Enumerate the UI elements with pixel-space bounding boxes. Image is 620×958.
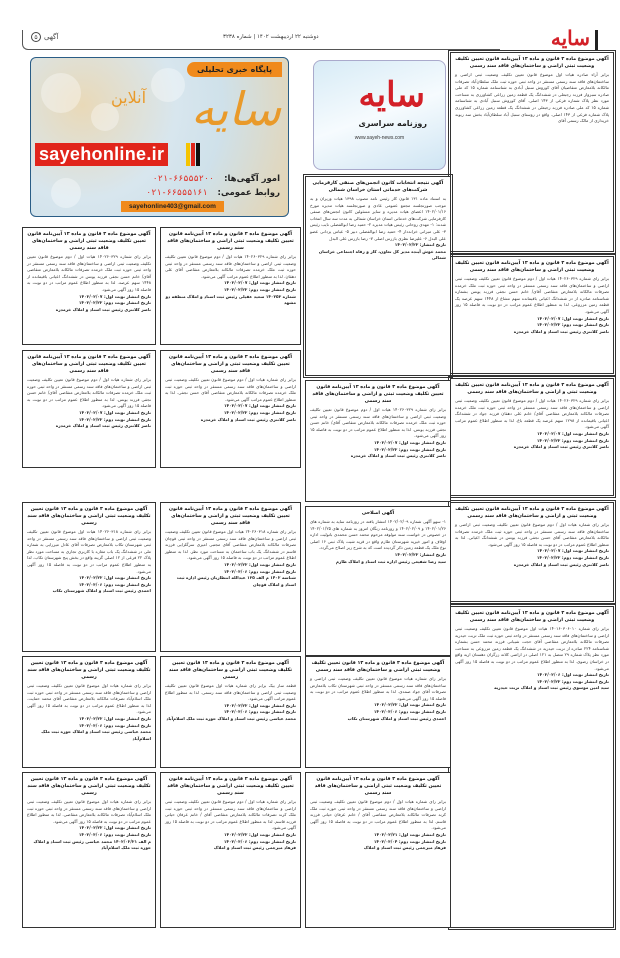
notice-publish-date: تاریخ انتشار نوبت اول: ۱۴۰۲/۰۲/۰۷	[536, 315, 609, 321]
notice-publish-date: تاریخ انتشار نوبت اول: ۱۴۰۲/۰۲/۰۶	[536, 672, 609, 678]
notice-signature: محمد خوش آینده مدیر کل تعاون، کار و رفاه اجتماعی خراسان شمالی	[318, 248, 446, 261]
contact-label: روابط عمومی:	[217, 188, 280, 198]
notice-publish-date: تاریخ انتشار نوبت دوم: ۱۴۰۲/۰۳/۰۶	[78, 581, 151, 587]
notice-publish-date: تاریخ انتشار نوبت اول: ۱۴۰۲/۰۲/۲۲	[223, 561, 296, 567]
notice-left-a-1	[22, 227, 156, 345]
notice-title: آگهی موضوع ماده ۳ قانون و ماده ۱۳ قانون تعیین تکلیف وضعیت ثبتی اراضی و ساختمان‌های فاقد سند رسمی	[27, 777, 151, 796]
notice-row4-3	[305, 656, 451, 768]
notice-right-col-3	[450, 378, 614, 496]
contact-email[interactable]: sayehonline403@gmail.com	[121, 201, 224, 212]
notice-body: برابر آراء صادره هیات اول موضوع قانون تعیین تکلیف وضعیت ثبتی اراضی و ساختمان‌های فاقد سند رسمی مستقر در واحد ثبتی حوزه ثبت ملک سلطان‌آباد تصرفات مالکانه بلامعارض متقاضیان آقای کوروش سنبل آبادی به شناسنامه شماره ۱۵ کد ملی صادره سبزوار فرزند رجبعلی در ششدانگ یک قطعه زمین زراعی کشاورزی به مساحت مورد نظر پلاک شماره فرعی از ۱۴۳ اصلی. آقای کوروش سنبل آبادی به شناسنامه شماره ۱۵ کد ملی صادره فرزند رجبعلی در ششدانگ یک قطعه زمین زراعی کشاورزی پلاک شماره فرعی از ۱۴۳ اصلی. واقع در روستای سنبل آباد سلطان‌آباد بخش سه ریوند خریداری از مالک رسمی آقای	[455, 72, 609, 124]
notice-signature: محمد عباسی رئیس ثبت اسناد و املاک حوزه ثبت ملک اسلام‌آباد	[166, 715, 296, 721]
section-label	[31, 32, 58, 42]
notice-body: برابر رای شماره ۱۴۰۲۶۰۳۲۹ هیات اول / دوم موضوع قانون تعیین تکلیف وضعیت ثبتی اراضی و ساختمان‌های فاقد سند رسمی مستقر در واحد ثبتی حوزه ثبت ملک خرمده تصرفات مالکانه بلامعارض متقاضی آقای/ خانم حسن نجفی فرزند یونس بشماره شناسنامه صادره از در ششدانگ اعیانی باقیمانده سهم مشاع از ۱۴۴۸ سهم عرصه یک قطعه زمین مزروعی. لذا به منظور اطلاع عموم مراتب در دو نوبت به فاصله ۱۵ روز آگهی می‌شود.	[455, 276, 609, 314]
notice-signature: ناصر کلانتری رئیس ثبت اسناد و املاک خرمدره	[513, 328, 609, 334]
notice-publish-date: تاریخ انتشار نوبت اول: ۱۴۰۲/۰۲/۲۲	[223, 831, 296, 837]
notice-signature: م الف ۱۴۰۲/۰۲/۲۱ محمد عباسی رئیس ثبت اسناد و املاک حوزه ثبت ملک اسلام‌آباد	[33, 838, 151, 851]
notice-row4-1	[22, 656, 156, 768]
notice-publish-date: تاریخ انتشار نوبت دوم: ۱۴۰۲/۰۲/۲۲	[223, 409, 296, 415]
contact-phone[interactable]: ۰۲۱-۶۶۵۵۵۲۰۰	[152, 174, 215, 184]
notice-publish-date: تاریخ انتشار نوبت اول: ۱۴۰۲/۰۲/۰۷	[373, 439, 446, 445]
notice-signature: ناصر کلانتری رئیس ثبت اسناد و املاک خرمدره	[513, 561, 609, 567]
notice-title: آگهی موضوع ماده ۳ قانون و ماده ۱۳ قانون تعیین تکلیف وضعیت ثبتی اراضی و ساختمان‌های فاقد سند رسمی	[168, 661, 293, 680]
notice-publish-date: تاریخ انتشار نوبت اول: ۱۴۰۲/۰۲/۲۲	[78, 825, 151, 831]
saye-newspaper-logo-box	[313, 60, 446, 170]
notice-body: برابر رای شماره ۱۴۰۲۶۰۳۲۹ هیات اول / دوم موضوع قانون تعیین تکلیف وضعیت ثبتی اراضی و ساختمان‌های فاقد سند رسمی مستقر در واحد ثبتی حوزه ثبت ملک خرمده تصرفات مالکانه بلامعارض متقاضی آقای علی دهقان. لذا به منظور اطلاع عموم مراتب آگهی می‌شود.	[165, 254, 296, 279]
notice-body: قطعه ساز بیک برابر رای شماره هیات اول موضوع قانون تعیین تکلیف وضعیت ثبتی اراضی و ساختمان‌های فاقد سند رسمی. لذا به منظور اطلاع عموم مراتب آگهی می‌شود.	[165, 683, 296, 702]
notice-title: آگهی موضوع ماده ۳ قانون و ماده ۱۳ آیین‌نامه قانون تعیین تکلیف وضعیت ثبتی و اراضی و ساختمان‌های فاقد سند رسمی	[455, 383, 609, 395]
notice-title: آگهی موضوع ماده ۳ قانون و ماده ۱۳ آیین‌نامه قانون تعیین تکلیف وضعیت ثبتی اراضی و ساختمان‌های فاقد سند رسمی	[27, 355, 151, 374]
notice-body: برابر رای شماره هیات اول / دوم موضوع قانون تعیین تکلیف وضعیت ثبتی اراضی و ساختمان‌های فاقد سند رسمی مستقر در واحد ثبتی حوزه ثبت ملک خرمده تصرفات مالکانه بلامعارض متقاضی آقای/ خانم حسن نجفی فرزند یونس. لذا به منظور اطلاع عموم مراتب در دو نوبت به فاصله ۱۵ روز آگهی می‌شود.	[27, 377, 151, 409]
notice-row3-2	[160, 502, 301, 652]
notice-publish-date: تاریخ انتشار نوبت دوم: ۱۴۰۲/۰۳/۰۶	[373, 708, 446, 714]
notice-signature: سید رضا شفیعی رئیس اداره ثبت اسناد و املاک طارم	[335, 558, 446, 564]
notice-body: ۱- سهو آگهی شماره ۱۴۰۲/۰۲/۰۹ انتشار یافته در روزنامه سایه به شماره های ۱۴۰۲/۰۱/۲۶ و ۱۴۰۲/۰۲/۰۹ و روزنامه زنگان امروز به شماره های ۱۴۰۲/۰۱/۲۵ در خصوص در خواست سند مولوفه مرحوم محمد حسن محمدی باتولیت اداره اوقاف و امور خیریه شهرستان طارم واقع در قریه شیت پلاک ثبتی ۱۶ اصلی نوع ملک یک قطعه زمین ذکر گردیده است که به شرح زیر اصلاح می‌گردد.	[310, 519, 446, 551]
notice-publish-date: تاریخ انتشار نوبت دوم: ۱۴۰۲/۰۲/۲۲	[78, 300, 151, 306]
notice-mid-correction	[305, 506, 451, 656]
notice-body: برابر رای شماره هیات موضوع قانون تعیین تکلیف وضعیت ثبتی اراضی و ساختمان‌های فاقد سند رسمی مستقر در واحد ثبتی شهرستان تکاب بلامعارض تصرفات آقای جواد صمدی. لذا به منظور اطلاع عموم مراتب در دو نوبت به فاصله ۱۵ روز آگهی می‌شود.	[310, 676, 446, 701]
notice-publish-date: تاریخ انتشار نوبت اول: ۱۴۰۲/۰۲/۲۱	[373, 831, 446, 837]
notice-title: آگهی موضوع ماده ۳ قانون و ماده ۱۳ آیین‌نامه قانون تعیین تکلیف وضعیت ثبتی اراضی و ساختمان‌های فاقد سند رسمی	[27, 232, 151, 251]
notice-right-col-5	[450, 606, 614, 928]
notice-publish-date: تاریخ انتشار نوبت دوم: ۱۴۰۲/۰۳/۰۶	[223, 568, 296, 574]
notice-signature: ناصر کلانتری رئیس ثبت اسناد و املاک خرمدره	[55, 306, 151, 312]
contact-row-pr	[146, 186, 280, 200]
notice-publish-date: تاریخ انتشار نوبت اول: ۱۴۰۲/۰۲/۰۷	[78, 409, 151, 415]
notice-publish-date: تاریخ انتشار نوبت اول: ۱۴۰۲/۰۲/۲۲	[373, 702, 446, 708]
masthead-logo-text: سایه	[550, 26, 590, 50]
notice-publish-date: تاریخ انتشار نوبت اول: ۱۴۰۲/۰۲/۲۲	[223, 702, 296, 708]
notice-left-a-2	[22, 350, 156, 468]
notice-publish-date: تاریخ انتشار: ۱۴۰۲/۰۲/۲۲	[394, 242, 446, 248]
notice-publish-date: تاریخ انتشار نوبت اول: ۱۴۰۲/۰۲/۰۷	[223, 403, 296, 409]
flag-stripes	[186, 143, 201, 166]
notice-body: برابر رای شماره ۱۴۰۱۶۰۳۰۶۰۱۰ هیات اول موضوع قانون تعیین تکلیف وضعیت ثبتی اراضی و ساختمان‌های فاقد سند رسمی مستقر در واحد ثبتی حوزه ثبت ملک تربت حیدریه تصرفات مالکانه بلامعارض متقاضی آقای حجت شیبانی فرزند محمد حسن بشماره شناسنامه ۲۲۴ صادره از تربت حیدریه در ششدانگ یک قطعه زمین مزروعی به مساحت مورد نظر پلاک شماره ۲۹ متصل به ۱۲۱ اصلی در اراضی کلاته زرگران دهستان اریه واقع در خراسان رضوی. لذا به منظور اطلاع عموم مراتب در دو نوبت به فاصله ۱۵ روز آگهی می‌شود.	[455, 626, 609, 671]
site-url[interactable]: sayehonline.ir	[35, 143, 168, 166]
flag-stripe	[186, 143, 190, 166]
contact-phone[interactable]: ۰۲۱-۶۶۵۵۵۱۶۱	[146, 188, 208, 198]
page-header	[22, 30, 500, 50]
bokeh-decoration	[51, 178, 81, 208]
notice-row5-2	[160, 772, 301, 928]
contact-info	[146, 172, 280, 200]
notice-title: آگهی موضوع ماده ۳ قانون و ماده ۱۳ آیین‌نامه قانون تعیین تکلیف وضعیت ثبتی و اراضی و ساختمان‌های فاقد سند رسمی	[455, 507, 609, 519]
notice-body: برابر رای شماره هیات اول / دوم موضوع قانون تعیین تکلیف وضعیت ثبتی اراضی و ساختمان‌های فاقد سند رسمی مستقر در واحد ثبتی حوزه ثبت ملک خرمده تصرفات مالکانه بلامعارض متقاضی آقای حسن نجفی. لذا به منظور اطلاع عموم مراتب آگهی می‌شود.	[165, 377, 296, 402]
saye-logo-text: سایه	[358, 75, 425, 115]
notice-signature: فرهاد میرجمی رئیس ثبت اسناد و املاک	[363, 845, 446, 851]
masthead-logo	[488, 28, 598, 52]
notice-mid-col-2	[305, 380, 451, 502]
notice-right-col-2	[450, 256, 614, 374]
notice-body: برابر رای شماره ۱۴۰۲۶۰۳۲۹ هیات اول / دوم موضوع قانون تعیین تکلیف وضعیت ثبتی اراضی و ساختمان‌های فاقد سند رسمی مستقر در واحد ثبتی حوزه ثبت ملک خرمده تصرفات مالکانه بلامعارض متقاضی آقای/ خانم حسن نجفی فرزند یونس در ششدانگ اعیانی باقیمانده از ۱۴۴۸ سهم عرصه. لذا به منظور اطلاع عموم مراتب در دو نوبت به فاصله ۱۵ روز آگهی می‌شود.	[27, 254, 151, 292]
notice-signature: فرهاد میرجمی رئیس ثبت اسناد و املاک	[213, 845, 296, 851]
notice-title: آگهی موضوع ماده ۳ قانون و ماده ۱۳ آیین‌نامه قانون تعیین تکلیف وضعیت ثبتی اراضی و ساختمان‌های فاقد سند رسمی	[455, 57, 609, 69]
notice-body: به استناد ماده ۱۳۱ قانون کار رئیس نامه مصوب ۱۳۹۸ هیات وزیران و به موجب صورتجلسه مجمع عمومی عادی و صورتجلسه هیات مدیره مورخ ۱۴۰۲/۰۱/۱۶ اعضای هیات مدیره و سایر مسئولین کانون انجمن‌های صنفی کارفرمایی شرکت‌های خدماتی استان خراسان شمالی به مدت سه سال انتخاب شدند: ۱- مهدی روحانی رئیس هیات مدیره ۲- حمید رضا ابوالفضلی نایب رئیس ۳- علی میرانی خزانه‌دار ۴- حمید رضا ابوالفضلی دبیر ۵- عباس یزدانی عضو علی البدل ۶- علیرضا نظری بازرس اصلی ۷- رضا بازرس علی البدل	[310, 196, 447, 241]
notice-title: آگهی موضوع ماده ۳ قانون و ماده ۱۳ آیین‌نامه قانون تعیین تکلیف وضعیت ثبتی اراضی و ساختمان‌های فاقد سند رسمی	[167, 232, 294, 251]
notice-body: برابر رای شماره هیات اول موضوع قانون تعیین تکلیف وضعیت ثبتی اراضی و ساختمان‌های فاقد سند رسمی مستقر در واحد ثبتی حوزه ثبت ملک اسلام‌آباد تصرفات مالکانه بلامعارض متقاضی آقای محمد حمایت. لذا به منظور اطلاع عموم مراتب در دو نوبت به فاصله ۱۵ روز آگهی می‌شود.	[27, 683, 151, 715]
notice-row5-3	[305, 772, 451, 928]
notice-publish-date: تاریخ انتشار نوبت دوم: ۱۴۰۲/۰۳/۰۴	[373, 838, 446, 844]
notice-publish-date: تاریخ انتشار نوبت اول: ۱۴۰۲/۰۲/۰۷	[223, 280, 296, 286]
contact-row-ads	[146, 172, 280, 186]
notice-body: برابر رای شماره ۱۴۰۲۶۰۳۲۹ هیات اول / دوم موضوع قانون تعیین تکلیف وضعیت ثبتی اراضی و ساختمان‌های فاقد سند رسمی مستقر در واحد ثبتی حوزه ثبت ملک خرمده تصرفات مالکانه بلامعارض متقاضی آقای/ خانم علی دهقان فرزند جواد در ششدانگ اعیانی باقیمانده از ۱۲۹۸ سهم عرصه یک قطعه باغ. لذا به منظور اطلاع عموم مراتب آگهی می‌شود.	[455, 398, 610, 430]
saye-subtitle: روزنامه سراسری	[358, 119, 427, 128]
notice-row3-1	[22, 502, 156, 652]
notice-publish-date: تاریخ انتشار نوبت دوم: ۱۴۰۲/۰۳/۰۶	[78, 831, 151, 837]
notice-body: برابر رای شماره ۱۴۰۲۶۰۳۱۸ هیات اول موضوع قانون تعیین تکلیف وضعیت ثبتی اراضی و ساختمان‌های فاقد سند رسمی مستقر در واحد ثبتی قوچان تصرفات مالکانه بلامعارض متقاضی آقای مجتبی امیری سرگلزایی فرزند قاسم در ششدانگ یک باب ساختمان به مساحت مورد نظر. لذا به منظور اطلاع عموم مراتب در دو نوبت به فاصله ۱۵ روز آگهی می‌شود.	[165, 529, 296, 561]
notice-signature: ناصر کلانتری رئیس ثبت اسناد و املاک خرمدره	[513, 444, 609, 450]
page-number: ۵	[31, 32, 41, 42]
notice-body: برابر رای شماره ۱۴۰۲۶۰۳۲۹ هیات اول / دوم موضوع قانون تعیین تکلیف وضعیت ثبتی اراضی و ساختمان‌های فاقد سند رسمی مستقر در واحد ثبتی حوزه ثبت ملک خرمده تصرفات مالکانه بلامعارض متقاضی آقای/ خانم حسن نجفی فرزند یونس. لذا به منظور اطلاع عموم مراتب در دو نوبت به فاصله ۱۵ روز آگهی می‌شود.	[310, 407, 446, 439]
notice-mid-elections	[305, 176, 451, 376]
notice-body: برابر رای شماره هیات اول موضوع قانون تعیین تکلیف وضعیت ثبتی اراضی و ساختمان‌های فاقد سند رسمی مستقر در واحد ثبتی حوزه ثبت ملک اسلام‌آباد تصرفات مالکانه بلامعارض متقاضی. لذا به منظور اطلاع عموم مراتب در دو نوبت به فاصله ۱۵ روز آگهی می‌شود.	[27, 799, 151, 824]
notice-signature: ناصر کلانتری رئیس ثبت اسناد و املاک خرمدره	[55, 423, 151, 429]
banner-tag: پایگاه خبری تحلیلی	[187, 62, 282, 77]
notice-publish-date: تاریخ انتشار نوبت دوم: ۱۴۰۲/۰۳/۰۶	[78, 722, 151, 728]
masthead-bar	[595, 30, 598, 50]
notice-title: آگهی موضوع ماده ۳ قانون و ماده ۱۳ قانون تعیین تکلیف وضعیت ثبتی اراضی و ساختمان‌های فاقد سند رسمی	[27, 507, 151, 526]
notice-left-b-1	[160, 227, 301, 345]
dateline: دوشنبه ۲۲ اردیبهشت ۱۴۰۲ | شماره ۳۲۳۸	[223, 34, 319, 40]
banner-logo	[111, 78, 281, 148]
notice-title: آگهی موضوع ماده ۳ قانون و ماده ۱۳ آیین‌نامه قانون تعیین تکلیف وضعیت ثبتی اراضی و ساختمان‌های فاقد سند رسمی	[314, 777, 442, 796]
notice-title: آگهی موضوع ماده ۳ قانون و ماده ۱۳ آیین‌نامه قانون تعیین تکلیف وضعیت ثبتی و اراضی و ساختمان‌های فاقد سند رسمی	[168, 355, 293, 374]
notice-title: آگهی موضوع ماده ۳ قانون و ماده ۱۳ قانون تعیین تکلیف وضعیت ثبتی اراضی و ساختمان‌های فاقد سند رسمی	[311, 661, 445, 673]
notice-body: برابر رای شماره هیات اول / دوم موضوع قانون تعیین تکلیف وضعیت ثبتی اراضی و ساختمان‌های فاقد سند رسمی مستقر در واحد ثبتی حوزه ثبت ملک کرند تصرفات مالکانه بلامعارض متقاضی آقای / خانم عرفان حیاتی فرزند قاسم. لذا به منظور اطلاع عموم مراتب در دو نوبت به فاصله ۱۵ روز آگهی می‌شود.	[310, 799, 446, 831]
notice-publish-date: تاریخ انتشار نوبت دوم: ۱۴۰۲/۰۲/۲۲	[536, 437, 609, 443]
notice-title: آگهی موضوع ماده ۳ قانون و ماده ۱۳ آیین‌نامه قانون تعیین تکلیف وضعیت ثبتی اراضی و ساختمان‌های فاقد سند رسمی	[455, 261, 609, 273]
notice-signature: محمد عباسی رئیس ثبت اسناد و املاک حوزه ثبت ملک اسلام‌آباد	[41, 729, 151, 741]
notice-publish-date: تاریخ انتشار نوبت دوم: ۱۴۰۲/۰۲/۲۲	[536, 322, 609, 328]
notice-body: برابر رای شماره هیات اول / دوم موضوع قانون تعیین تکلیف وضعیت ثبتی اراضی و ساختمان‌های فاقد سند رسمی مستقر در واحد ثبتی حوزه ثبت ملک خرمده تصرفات مالکانه بلامعارض متقاضی آقای حسن نجفی فرزند یونس در ششدانگ اعیانی. لذا به منظور اطلاع عموم مراتب در دو نوبت به فاصله ۱۵ روز آگهی می‌شود.	[455, 522, 609, 547]
flag-stripe	[196, 143, 200, 166]
notice-title: آگهی موضوع ماده ۳ قانون و ماده ۱۳ قانون تعیین تکلیف وضعیت ثبتی اراضی و ساختمان‌های فاقد سند رسمی	[27, 661, 151, 680]
notice-publish-date: تاریخ انتشار نوبت دوم: ۱۴۰۲/۰۲/۲۲	[78, 416, 151, 422]
notice-signature: شناسه ۱۴۰۲ م الف ۱۳۵ عبدالله انتظاریان رئیس اداره ثبت اسناد و املاک قوچان	[176, 575, 296, 587]
notice-publish-date: تاریخ انتشار نوبت دوم: ۱۴۰۲/۰۲/۲۲	[536, 678, 609, 684]
notice-row5-1	[22, 772, 156, 928]
notice-title: آگهی اصلاحی	[361, 511, 395, 516]
notice-publish-date: تاریخ انتشار نوبت اول: ۱۴۰۲/۰۲/۰۷	[536, 548, 609, 554]
saye-url[interactable]: www.sayeh-news.com	[354, 135, 405, 141]
notice-publish-date: تاریخ انتشار نوبت دوم: ۱۴۰۲/۰۲/۲۲	[536, 554, 609, 560]
notice-left-b-2	[160, 350, 301, 468]
notice-signature: ناصر کلانتری رئیس ثبت اسناد و املاک خرمدره	[200, 416, 296, 422]
notice-body: برابر رای شماره هیات اول / دوم موضوع قانون تعیین تکلیف وضعیت ثبتی اراضی و ساختمان‌های فاقد سند رسمی مستقر در واحد ثبتی حوزه ثبت ملک کرند تصرفات مالکانه بلامعارض متقاضی آقای / خانم عرفان حیاتی فرزند قاسم. لذا به منظور اطلاع عموم مراتب در دو نوبت به فاصله ۱۵ روز آگهی می‌شود.	[165, 799, 296, 831]
notice-signature: ناصر کلانتری رئیس ثبت اسناد و املاک خرمدره	[350, 453, 446, 459]
notice-publish-date: تاریخ انتشار نوبت اول: ۱۴۰۲/۰۲/۲۲	[78, 575, 151, 581]
notice-right-col-4	[450, 502, 614, 602]
flag-stripe	[191, 143, 195, 166]
bokeh-decoration	[41, 73, 81, 113]
notice-title: آگهی موضوع ماده ۳ قانون و ماده ۱۳ آیین‌نامه قانون تعیین تکلیف وضعیت ثبتی و اراضی و ساختمان‌های فاقد سند رسمی	[312, 385, 444, 404]
notice-publish-date: تاریخ انتشار نوبت اول: ۱۴۰۲/۰۲/۰۷	[78, 293, 151, 299]
notice-signature: احمدی رئیس ثبت اسناد و املاک شهرستان تکاب	[347, 715, 446, 721]
sayeh-online-ad[interactable]	[30, 57, 289, 217]
notice-publish-date: تاریخ انتشار نوبت دوم: ۱۴۰۲/۰۲/۲۲	[223, 286, 296, 292]
notice-right-col-1	[450, 52, 614, 252]
section-name: آگهی	[44, 33, 59, 41]
notice-title: آگهی موضوع ماده ۳ قانون و ماده ۱۳ آیین‌نامه قانون تعیین تکلیف وضعیت ثبتی اراضی و ساختمان‌های فاقد سند رسمی	[455, 611, 609, 623]
notice-publish-date: تاریخ انتشار: ۱۴۰۲/۰۲/۲۲	[394, 551, 446, 557]
notice-body: برابر رای شماره ۱۴۰۲۶۰۳۱۸ هیات اول موضوع قانون تعیین تکلیف وضعیت ثبتی اراضی و ساختمان‌های فاقد سند رسمی مستقر در واحد ثبتی شهرستان تکاب بلامعارض تصرفات آقای عادل میرزایی به شماره ملی در ششدانگ یک باب مغازه با کاربری تجاری به مساحت مورد نظر پلاک ۲۲ فرعی از ۱۲ اصلی گزینه واقع در بخش پنج شهرستان تکاب. لذا به منظور اطلاع عموم مراتب در دو نوبت به فاصله ۱۵ روز آگهی می‌شود.	[27, 529, 152, 574]
banner-logo-sub: آنلاین	[111, 88, 147, 107]
notice-publish-date: تاریخ انتشار نوبت دوم: ۱۴۰۲/۰۲/۲۲	[373, 446, 446, 452]
notice-publish-date: تاریخ انتشار نوبت دوم: ۱۴۰۲/۰۳/۰۶	[223, 709, 296, 715]
notice-title: آگهی موضوع ماده ۳ قانون و ماده ۱۳ آیین‌نامه قانون تعیین تکلیف وضعیت ثبتی و اراضی و ساختمان‌های فاقد سند رسمی	[168, 507, 293, 526]
notice-signature: احمدی رئیس ثبت اسناد و املاک شهرستان تکاب	[52, 588, 151, 594]
notice-publish-date: تاریخ انتشار نوبت اول: ۱۴۰۲/۰۲/۰۷	[536, 430, 609, 436]
notice-title: آگهی نتیجه انتخابات کانون انجمن‌های صنفی کارفرمایی شرکت‌های خدماتی استان خراسان شمالی	[312, 181, 444, 193]
notice-row4-2	[160, 656, 301, 768]
notice-signature: شماره ۱۴۰۲۵۳ سعید عقیلی رئیس ثبت اسناد و املاک منطقه دو مشهد	[165, 293, 296, 306]
notice-title: آگهی موضوع ماده ۳ قانون و ماده ۱۳ آیین‌نامه قانون تعیین تکلیف وضعیت ثبتی اراضی و ساختمان‌های فاقد سند رسمی	[167, 777, 294, 796]
contact-label: امور آگهی‌ها:	[224, 174, 280, 184]
notice-publish-date: تاریخ انتشار نوبت دوم: ۱۴۰۲/۰۳/۰۶	[223, 838, 296, 844]
notice-publish-date: تاریخ انتشار نوبت اول: ۱۴۰۲/۰۲/۲۲	[78, 715, 151, 721]
banner-logo-main: سایه	[190, 82, 281, 136]
notice-signature: سید امین موسوی رئیس ثبت اسناد و املاک تربت حیدریه	[494, 685, 609, 691]
